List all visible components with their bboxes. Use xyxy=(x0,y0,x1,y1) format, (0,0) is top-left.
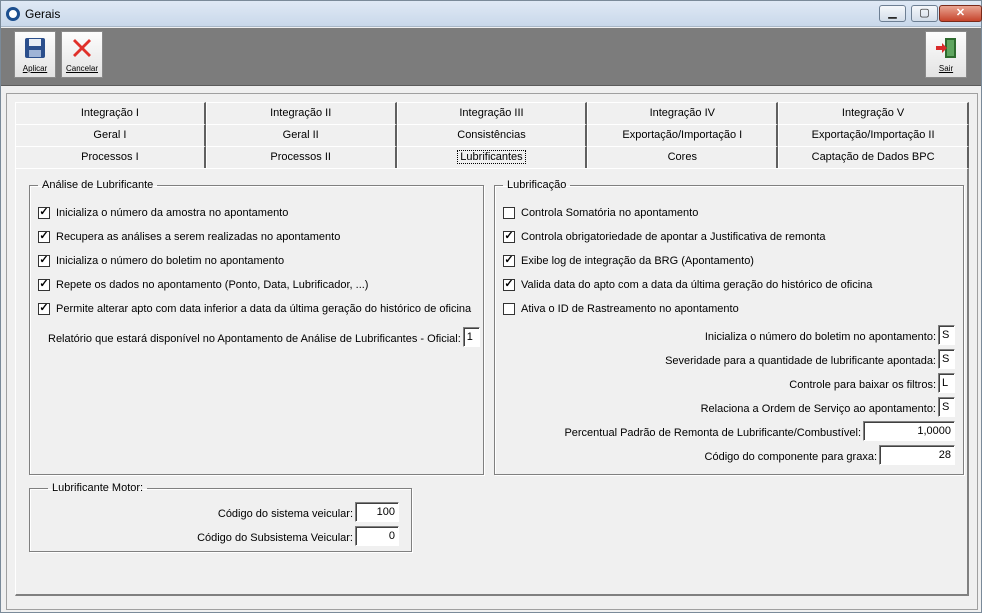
chk-recupera-analises[interactable] xyxy=(38,229,340,245)
tab-exportacao-2[interactable]: Exportação/Importação II xyxy=(778,124,969,146)
main-panel xyxy=(6,93,978,610)
percentual-input[interactable]: 1,0000 xyxy=(863,421,955,441)
tab-consistencias[interactable]: Consistências xyxy=(397,124,588,146)
field-row-percentual xyxy=(564,421,955,441)
window-title: Gerais xyxy=(25,7,61,21)
ordem-servico-input[interactable]: S xyxy=(938,397,955,417)
sair-button[interactable] xyxy=(925,31,967,78)
tab-cores[interactable]: Cores xyxy=(587,146,778,168)
lubrificacao-legend: Lubrificação xyxy=(507,179,567,191)
cancel-x-icon xyxy=(70,36,94,60)
checkbox-checked-icon[interactable]: ✓ xyxy=(39,278,49,290)
tab-integracao-4[interactable]: Integração IV xyxy=(587,102,778,124)
chk-ativa-id-rastreamento[interactable] xyxy=(503,301,739,317)
tab-row-3 xyxy=(15,146,969,168)
field-row-filtros xyxy=(789,373,955,393)
maximize-button[interactable]: ▢ xyxy=(911,5,938,22)
tab-processos-1[interactable]: Processos I xyxy=(15,146,206,168)
checkbox-checked-icon[interactable]: ✓ xyxy=(504,230,514,242)
exit-door-icon xyxy=(934,36,958,60)
chk-repete-dados[interactable] xyxy=(38,277,368,293)
toolbar xyxy=(1,28,981,86)
field-row-codigo-graxa xyxy=(705,445,955,465)
subsistema-input[interactable]: 0 xyxy=(355,526,399,546)
chk-controla-somatoria[interactable] xyxy=(503,205,698,221)
checkbox-checked-icon[interactable]: ✓ xyxy=(504,254,514,266)
chk-label: Recupera as análises a serem realizadas no apontamento xyxy=(56,231,341,243)
field-row-boletim xyxy=(705,325,955,345)
subsistema-label: Código do Subsistema Veicular: xyxy=(197,532,353,544)
tab-row-1 xyxy=(15,102,969,124)
tab-page-lubrificantes xyxy=(15,168,969,596)
motor-group xyxy=(29,482,412,552)
tab-geral-1[interactable]: Geral I xyxy=(15,124,206,146)
filtros-input[interactable]: L xyxy=(938,373,955,393)
save-icon xyxy=(23,36,47,60)
close-button[interactable]: ✕ xyxy=(939,5,982,22)
chk-inicializa-boletim[interactable] xyxy=(38,253,284,269)
field-row-severidade xyxy=(665,349,955,369)
cancelar-button[interactable] xyxy=(61,31,103,78)
tab-geral-2[interactable]: Geral II xyxy=(206,124,397,146)
checkbox-unchecked-icon[interactable] xyxy=(503,303,515,315)
tab-row-2 xyxy=(15,124,969,146)
chk-permite-alterar[interactable] xyxy=(38,301,471,317)
tab-lubrificantes-label: Lubrificantes xyxy=(457,150,525,164)
field-label: Controle para baixar os filtros: xyxy=(789,379,936,391)
relatorio-input[interactable]: 1 xyxy=(463,327,480,347)
checkbox-checked-icon[interactable]: ✓ xyxy=(39,254,49,266)
subsistema-row xyxy=(197,526,399,546)
relatorio-row xyxy=(48,327,480,347)
checkbox-checked-icon[interactable]: ✓ xyxy=(504,278,514,290)
app-icon xyxy=(6,7,20,21)
chk-inicializa-amostra[interactable] xyxy=(38,205,288,221)
sistema-input[interactable]: 100 xyxy=(355,502,399,522)
motor-legend: Lubrificante Motor: xyxy=(52,482,144,494)
checkbox-unchecked-icon[interactable] xyxy=(503,207,515,219)
chk-label: Exibe log de integração da BRG (Apontamento) xyxy=(521,255,754,267)
tab-integracao-2[interactable]: Integração II xyxy=(206,102,397,124)
title-bar xyxy=(1,1,981,27)
tab-integracao-1[interactable]: Integração I xyxy=(15,102,206,124)
chk-label: Controla obrigatoriedade de apontar a Justificativa de remonta xyxy=(521,231,826,243)
aplicar-label: Aplicar xyxy=(22,64,48,73)
field-label: Relaciona a Ordem de Serviço ao apontamento: xyxy=(700,403,936,415)
analise-group xyxy=(29,179,484,475)
boletim-input[interactable]: S xyxy=(938,325,955,345)
sistema-label: Código do sistema veicular: xyxy=(217,508,353,520)
tab-integracao-3[interactable]: Integração III xyxy=(397,102,588,124)
checkbox-checked-icon[interactable]: ✓ xyxy=(39,230,49,242)
sistema-row xyxy=(218,502,399,522)
tab-strip xyxy=(15,102,969,168)
codigo-graxa-input[interactable]: 28 xyxy=(879,445,955,465)
sair-label: Sair xyxy=(938,64,954,73)
tab-lubrificantes[interactable] xyxy=(397,146,588,168)
chk-label: Repete os dados no apontamento (Ponto, Data, Lubrificador, ...) xyxy=(56,279,369,291)
aplicar-button[interactable] xyxy=(14,31,56,78)
chk-valida-data[interactable] xyxy=(503,277,872,293)
minimize-button[interactable]: ▁ xyxy=(879,5,906,22)
tab-exportacao-1[interactable]: Exportação/Importação I xyxy=(587,124,778,146)
tab-captacao-bpc[interactable]: Captação de Dados BPC xyxy=(778,146,969,168)
tab-processos-2[interactable]: Processos II xyxy=(206,146,397,168)
lubrificacao-group xyxy=(494,179,964,475)
chk-controla-justificativa[interactable] xyxy=(503,229,826,245)
relatorio-label: Relatório que estará disponível no Apontamento de Análise de Lubrificantes - Oficial: xyxy=(48,333,461,345)
percentual-label: Percentual Padrão de Remonta de Lubrificante/Combustível: xyxy=(564,427,861,439)
field-row-ordem-servico xyxy=(701,397,955,417)
severidade-input[interactable]: S xyxy=(938,349,955,369)
checkbox-checked-icon[interactable]: ✓ xyxy=(39,302,49,314)
chk-label: Ativa o ID de Rastreamento no apontamento xyxy=(521,303,739,315)
cancelar-label: Cancelar xyxy=(65,64,98,73)
chk-exibe-log-brg[interactable] xyxy=(503,253,754,269)
chk-label: Controla Somatória no apontamento xyxy=(521,207,699,219)
checkbox-checked-icon[interactable]: ✓ xyxy=(39,206,49,218)
field-label: Severidade para a quantidade de lubrificante apontada: xyxy=(665,355,936,367)
chk-label: Inicializa o número da amostra no apontamento xyxy=(56,207,289,219)
tab-integracao-5[interactable]: Integração V xyxy=(778,102,969,124)
field-label: Inicializa o número do boletim no apontamento: xyxy=(704,331,936,343)
analise-legend: Análise de Lubrificante xyxy=(42,179,154,191)
codigo-graxa-label: Código do componente para graxa: xyxy=(704,451,877,463)
chk-label: Valida data do apto com a data da última geração do histórico de oficina xyxy=(521,279,873,291)
chk-label: Permite alterar apto com data inferior a data da última geração do histórico de oficina xyxy=(56,303,472,315)
chk-label: Inicializa o número do boletim no apontamento xyxy=(56,255,285,267)
